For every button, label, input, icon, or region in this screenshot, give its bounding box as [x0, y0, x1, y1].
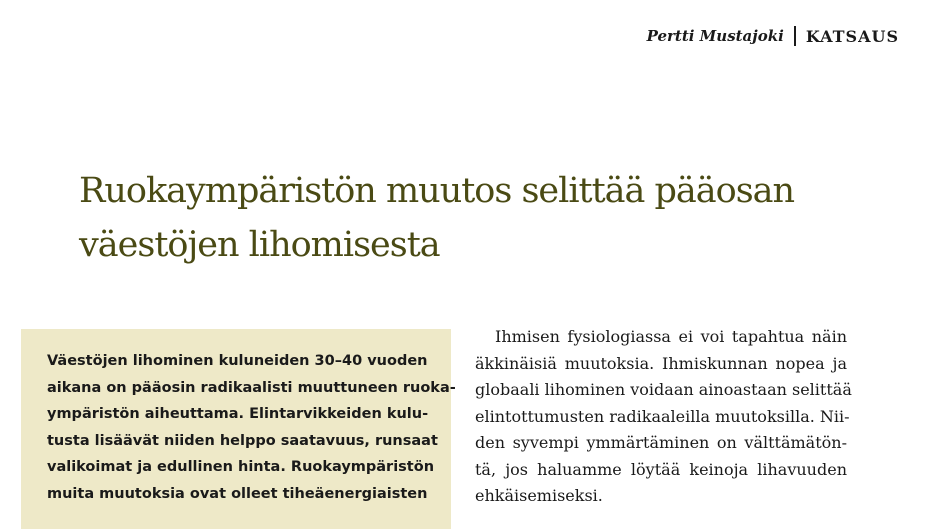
page-header: [647, 26, 899, 46]
body-line: globaali lihominen voidaan ainoastaan selittää: [475, 380, 852, 399]
abstract-line: aikana on pääosin radikaalisti muuttuneen ruoka-: [47, 379, 456, 396]
body-line: elintottumusten radikaaleilla muutoksilla. Nii-: [475, 406, 850, 426]
abstract-line: ympäristön aiheuttama. Elintarvikkeiden kulu-: [47, 406, 429, 422]
body-line: Ihmisen fysiologiassa ei voi tapahtua näin: [495, 327, 847, 346]
title-line-2: väestöjen lihomisesta: [79, 225, 440, 265]
abstract-box: [21, 329, 456, 529]
abstract-line: muita muutoksia ovat olleet tiheäenergiaisten: [47, 485, 428, 502]
abstract-line: Väestöjen lihominen kuluneiden 30–40 vuoden: [47, 353, 428, 369]
abstract-text: [47, 348, 456, 507]
author-name: Pertti Mustajoki: [646, 27, 784, 45]
article-title: [79, 164, 899, 272]
body-paragraph: [475, 324, 852, 510]
body-line: äkkinäisiä muutoksia. Ihmiskunnan nopea ja: [475, 353, 847, 373]
title-line-1: Ruokaympäristön muutos selittää pääosan: [79, 171, 795, 211]
body-line: tä, jos haluamme löytää keinoja lihavuuden: [475, 459, 847, 479]
abstract-line: tusta lisäävät niiden helppo saatavuus, runsaat: [47, 432, 438, 449]
body-line: den syvempi ymmärtäminen on välttämätön-: [475, 433, 847, 452]
header-divider: [794, 26, 796, 46]
section-label: KATSAUS: [805, 26, 899, 46]
abstract-line: valikoimat ja edullinen hinta. Ruokaympäristön: [47, 459, 435, 475]
body-line: ehkäisemiseksi.: [475, 486, 603, 505]
